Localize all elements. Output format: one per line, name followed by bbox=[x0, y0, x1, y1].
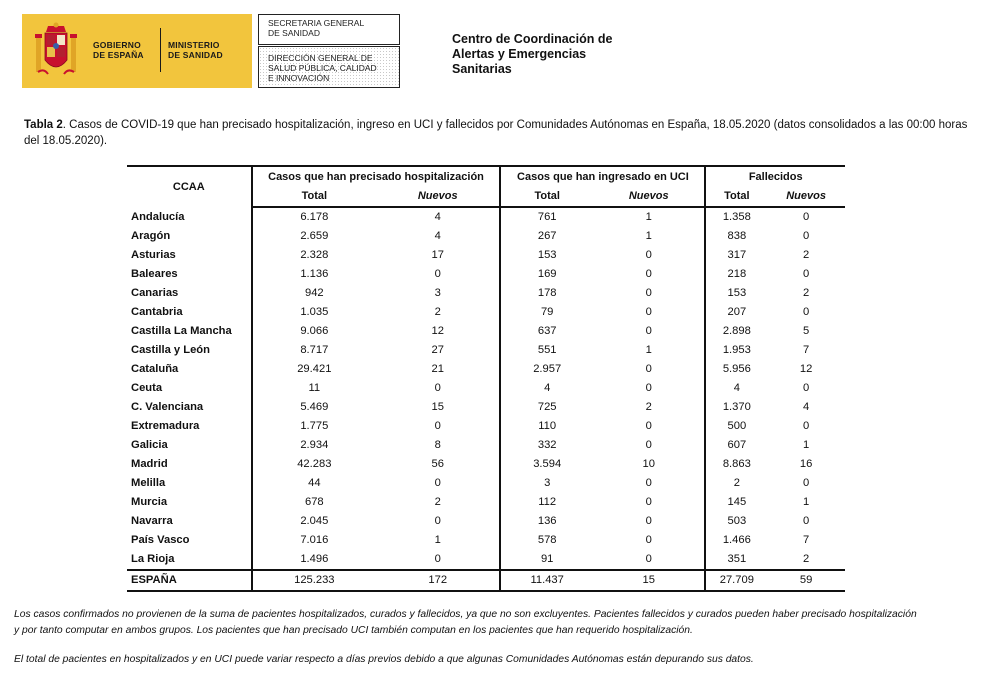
total-row bbox=[127, 570, 845, 591]
fall-total-cell: 218 bbox=[727, 268, 747, 280]
fall-total-cell: 351 bbox=[727, 553, 747, 565]
hosp-total-cell: 8.717 bbox=[300, 344, 329, 356]
footnote-2: El total de pacientes en hospitalizados y en UCI puede variar respecto a días previos debido a que algunas Comunidades Autónomas están depurando sus datos. bbox=[14, 654, 754, 665]
fall-group-header: Fallecidos bbox=[705, 166, 845, 187]
uci-total-cell: 169 bbox=[537, 268, 557, 280]
uci-total-cell: 112 bbox=[538, 496, 557, 508]
fall-new-cell: 4 bbox=[803, 401, 810, 413]
fall-total-cell: 317 bbox=[727, 249, 747, 261]
secretaria-box: SECRETARIA GENERAL DE SANIDAD bbox=[258, 14, 400, 45]
uci-total-cell: 79 bbox=[540, 306, 554, 318]
table-row bbox=[127, 493, 845, 512]
uci-new-cell: 0 bbox=[593, 531, 705, 550]
hosp-new-cell: 27 bbox=[376, 341, 500, 360]
fall-total-cell: 2.898 bbox=[722, 325, 751, 337]
fall-total-cell: 8.863 bbox=[722, 458, 751, 470]
ccaa-name: Castilla y León bbox=[127, 341, 252, 360]
hosp-new-cell: 4 bbox=[376, 207, 500, 227]
uci-total-cell: 136 bbox=[537, 515, 557, 527]
uci-total-cell: 2.957 bbox=[533, 363, 562, 375]
hosp-total-cell: 6.178 bbox=[300, 211, 329, 223]
uci-new-cell: 0 bbox=[593, 474, 705, 493]
fall-new-cell: 0 bbox=[803, 382, 810, 394]
uci-nuevos-header: Nuevos bbox=[593, 187, 705, 207]
total-uci-total-cell: 11.437 bbox=[500, 570, 593, 591]
ccaa-name: La Rioja bbox=[127, 550, 252, 570]
uci-new-cell: 1 bbox=[593, 227, 705, 246]
total-uci-new-cell: 15 bbox=[593, 570, 705, 591]
hosp-total-cell: 1.136 bbox=[300, 268, 329, 280]
fall-new-cell: 0 bbox=[803, 230, 810, 242]
hosp-new-cell: 0 bbox=[376, 417, 500, 436]
uci-total-cell: 4 bbox=[544, 382, 551, 394]
uci-total-cell: 267 bbox=[537, 230, 557, 242]
uci-new-cell: 0 bbox=[593, 379, 705, 398]
table-row bbox=[127, 207, 845, 227]
ccaa-name: Melilla bbox=[127, 474, 252, 493]
center-title: Centro de Coordinación de Alertas y Emergencias Sanitarias bbox=[452, 32, 613, 76]
uci-total-cell: 178 bbox=[537, 287, 557, 299]
fall-total-header: Total bbox=[705, 187, 767, 207]
hosp-total-cell: 44 bbox=[308, 477, 321, 489]
uci-total-header: Total bbox=[500, 187, 593, 207]
table-row bbox=[127, 303, 845, 322]
ccaa-name: Cantabria bbox=[127, 303, 252, 322]
fall-total-cell: 1.358 bbox=[722, 211, 751, 223]
fall-total-cell: 503 bbox=[727, 515, 747, 527]
fall-total-cell: 153 bbox=[727, 287, 747, 299]
hosp-new-cell: 0 bbox=[376, 550, 500, 570]
banner-divider bbox=[160, 28, 161, 72]
uci-total-cell: 153 bbox=[537, 249, 557, 261]
hosp-new-cell: 15 bbox=[376, 398, 500, 417]
table-caption bbox=[24, 117, 974, 149]
hosp-total-cell: 2.328 bbox=[300, 249, 329, 261]
fall-new-cell: 0 bbox=[803, 420, 810, 432]
covid-table bbox=[127, 165, 845, 592]
table-row bbox=[127, 322, 845, 341]
uci-total-cell: 3 bbox=[544, 477, 551, 489]
fall-new-cell: 2 bbox=[803, 553, 810, 565]
ccaa-name: Galicia bbox=[127, 436, 252, 455]
fall-new-cell: 2 bbox=[803, 249, 810, 261]
uci-new-cell: 0 bbox=[593, 322, 705, 341]
hosp-new-cell: 1 bbox=[376, 531, 500, 550]
ccaa-header: CCAA bbox=[127, 166, 252, 207]
hosp-total-cell: 42.283 bbox=[297, 458, 332, 470]
hosp-total-cell: 2.934 bbox=[300, 439, 329, 451]
fall-new-cell: 2 bbox=[803, 287, 810, 299]
total-ccaa-name: ESPAÑA bbox=[127, 570, 252, 591]
ccaa-name: Baleares bbox=[127, 265, 252, 284]
uci-new-cell: 0 bbox=[593, 512, 705, 531]
fall-nuevos-header: Nuevos bbox=[767, 187, 845, 207]
hosp-group-header: Casos que han precisado hospitalización bbox=[252, 166, 501, 187]
ccaa-name: País Vasco bbox=[127, 531, 252, 550]
hosp-total-cell: 2.659 bbox=[300, 230, 329, 242]
fall-total-cell: 1.953 bbox=[722, 344, 751, 356]
fall-total-cell: 5.956 bbox=[722, 363, 751, 375]
hosp-new-cell: 17 bbox=[376, 246, 500, 265]
fall-new-cell: 0 bbox=[803, 515, 810, 527]
hosp-total-cell: 7.016 bbox=[300, 534, 329, 546]
ccaa-name: Extremadura bbox=[127, 417, 252, 436]
fall-new-cell: 0 bbox=[803, 477, 810, 489]
uci-total-cell: 761 bbox=[537, 211, 557, 223]
ccaa-name: Asturias bbox=[127, 246, 252, 265]
caption-text: . Casos de COVID-19 que han precisado hospitalización, ingreso en UCI y fallecidos por Comunidades Autónomas en España, 18.05.2020 (datos consolidados a las 00:00 horas del 18.05.2020). bbox=[24, 119, 968, 147]
uci-new-cell: 0 bbox=[593, 550, 705, 570]
ccaa-name: Madrid bbox=[127, 455, 252, 474]
fall-total-cell: 145 bbox=[727, 496, 747, 508]
government-name: GOBIERNO DE ESPAÑA bbox=[93, 40, 144, 60]
hosp-nuevos-header: Nuevos bbox=[376, 187, 500, 207]
hosp-total-cell: 1.035 bbox=[300, 306, 329, 318]
hosp-total-cell: 2.045 bbox=[300, 515, 329, 527]
table-row bbox=[127, 455, 845, 474]
fall-new-cell: 16 bbox=[799, 458, 813, 470]
uci-new-cell: 10 bbox=[593, 455, 705, 474]
uci-new-cell: 1 bbox=[593, 341, 705, 360]
uci-new-cell: 0 bbox=[593, 417, 705, 436]
uci-new-cell: 0 bbox=[593, 303, 705, 322]
ccaa-name: C. Valenciana bbox=[127, 398, 252, 417]
table-row bbox=[127, 246, 845, 265]
hosp-new-cell: 0 bbox=[376, 474, 500, 493]
table-row bbox=[127, 550, 845, 570]
fall-new-cell: 12 bbox=[799, 363, 813, 375]
fall-total-cell: 1.370 bbox=[722, 401, 751, 413]
coat-of-arms-icon bbox=[34, 22, 78, 80]
uci-total-cell: 110 bbox=[538, 420, 557, 432]
table-row bbox=[127, 284, 845, 303]
hosp-total-cell: 5.469 bbox=[300, 401, 329, 413]
hosp-new-cell: 2 bbox=[376, 303, 500, 322]
ccaa-name: Aragón bbox=[127, 227, 252, 246]
uci-new-cell: 0 bbox=[593, 246, 705, 265]
hosp-new-cell: 2 bbox=[376, 493, 500, 512]
hosp-new-cell: 0 bbox=[376, 379, 500, 398]
uci-new-cell: 0 bbox=[593, 284, 705, 303]
total-fall-new-cell: 59 bbox=[767, 570, 845, 591]
hosp-new-cell: 8 bbox=[376, 436, 500, 455]
table-row bbox=[127, 227, 845, 246]
table-row bbox=[127, 265, 845, 284]
hosp-new-cell: 4 bbox=[376, 227, 500, 246]
hosp-new-cell: 3 bbox=[376, 284, 500, 303]
fall-total-cell: 500 bbox=[727, 420, 747, 432]
uci-total-cell: 637 bbox=[537, 325, 557, 337]
hosp-total-cell: 942 bbox=[304, 287, 324, 299]
fall-new-cell: 0 bbox=[803, 268, 810, 280]
uci-new-cell: 2 bbox=[593, 398, 705, 417]
fall-total-cell: 4 bbox=[733, 382, 740, 394]
ccaa-name: Castilla La Mancha bbox=[127, 322, 252, 341]
total-hosp-total-cell: 125.233 bbox=[252, 570, 376, 591]
table-row bbox=[127, 360, 845, 379]
uci-new-cell: 0 bbox=[593, 360, 705, 379]
ccaa-name: Andalucía bbox=[127, 207, 252, 227]
table-row bbox=[127, 379, 845, 398]
ccaa-name: Canarias bbox=[127, 284, 252, 303]
hosp-total-header: Total bbox=[252, 187, 376, 207]
hosp-new-cell: 0 bbox=[376, 512, 500, 531]
hosp-total-cell: 678 bbox=[304, 496, 324, 508]
fall-total-cell: 1.466 bbox=[722, 534, 751, 546]
uci-new-cell: 0 bbox=[593, 436, 705, 455]
fall-new-cell: 1 bbox=[803, 496, 810, 508]
hosp-total-cell: 9.066 bbox=[300, 325, 329, 337]
fall-new-cell: 7 bbox=[803, 534, 810, 546]
hosp-total-cell: 1.775 bbox=[300, 420, 329, 432]
hosp-new-cell: 12 bbox=[376, 322, 500, 341]
table-row bbox=[127, 341, 845, 360]
footnote-1: Los casos confirmados no provienen de la suma de pacientes hospitalizados, curados y fallecidos, ya que no son excluyentes. Pacientes fallecidos y curados pueden haber precisado hospitalización y por tanto computar en ambos grupos. Los pacientes que han precisado UCI también computan en los pacientes que han requerido hospitalización. bbox=[14, 609, 917, 636]
fall-total-cell: 207 bbox=[727, 306, 747, 318]
table-body bbox=[127, 207, 845, 591]
table-row bbox=[127, 474, 845, 493]
uci-new-cell: 1 bbox=[593, 207, 705, 227]
direccion-box: DIRECCIÓN GENERAL DE SALUD PÚBLICA, CALIDAD E INNOVACIÓN bbox=[258, 46, 400, 88]
hosp-new-cell: 0 bbox=[376, 265, 500, 284]
total-hosp-new-cell: 172 bbox=[376, 570, 500, 591]
uci-new-cell: 0 bbox=[593, 265, 705, 284]
uci-total-cell: 578 bbox=[537, 534, 557, 546]
fall-new-cell: 5 bbox=[803, 325, 810, 337]
uci-total-cell: 3.594 bbox=[533, 458, 562, 470]
uci-total-cell: 551 bbox=[537, 344, 557, 356]
fall-total-cell: 607 bbox=[727, 439, 747, 451]
ccaa-name: Navarra bbox=[127, 512, 252, 531]
ministry-name: MINISTERIO DE SANIDAD bbox=[168, 40, 223, 60]
table-row bbox=[127, 436, 845, 455]
ccaa-name: Murcia bbox=[127, 493, 252, 512]
government-banner bbox=[22, 14, 252, 88]
ccaa-name: Cataluña bbox=[127, 360, 252, 379]
table-row bbox=[127, 512, 845, 531]
fall-new-cell: 1 bbox=[803, 439, 810, 451]
uci-total-cell: 725 bbox=[537, 401, 557, 413]
hosp-total-cell: 29.421 bbox=[297, 363, 332, 375]
hosp-total-cell: 11 bbox=[308, 382, 321, 394]
fall-total-cell: 838 bbox=[727, 230, 747, 242]
uci-new-cell: 0 bbox=[593, 493, 705, 512]
fall-total-cell: 2 bbox=[733, 477, 740, 489]
table-row bbox=[127, 531, 845, 550]
hosp-new-cell: 21 bbox=[376, 360, 500, 379]
table-row bbox=[127, 417, 845, 436]
uci-total-cell: 332 bbox=[537, 439, 557, 451]
total-fall-total-cell: 27.709 bbox=[705, 570, 767, 591]
fall-new-cell: 0 bbox=[803, 306, 810, 318]
table-row bbox=[127, 398, 845, 417]
caption-label: Tabla 2 bbox=[24, 119, 63, 131]
ccaa-name: Ceuta bbox=[127, 379, 252, 398]
fall-new-cell: 7 bbox=[803, 344, 810, 356]
fall-new-cell: 0 bbox=[803, 211, 810, 223]
hosp-new-cell: 56 bbox=[376, 455, 500, 474]
uci-group-header: Casos que han ingresado en UCI bbox=[500, 166, 705, 187]
hosp-total-cell: 1.496 bbox=[300, 553, 329, 565]
uci-total-cell: 91 bbox=[540, 553, 554, 565]
